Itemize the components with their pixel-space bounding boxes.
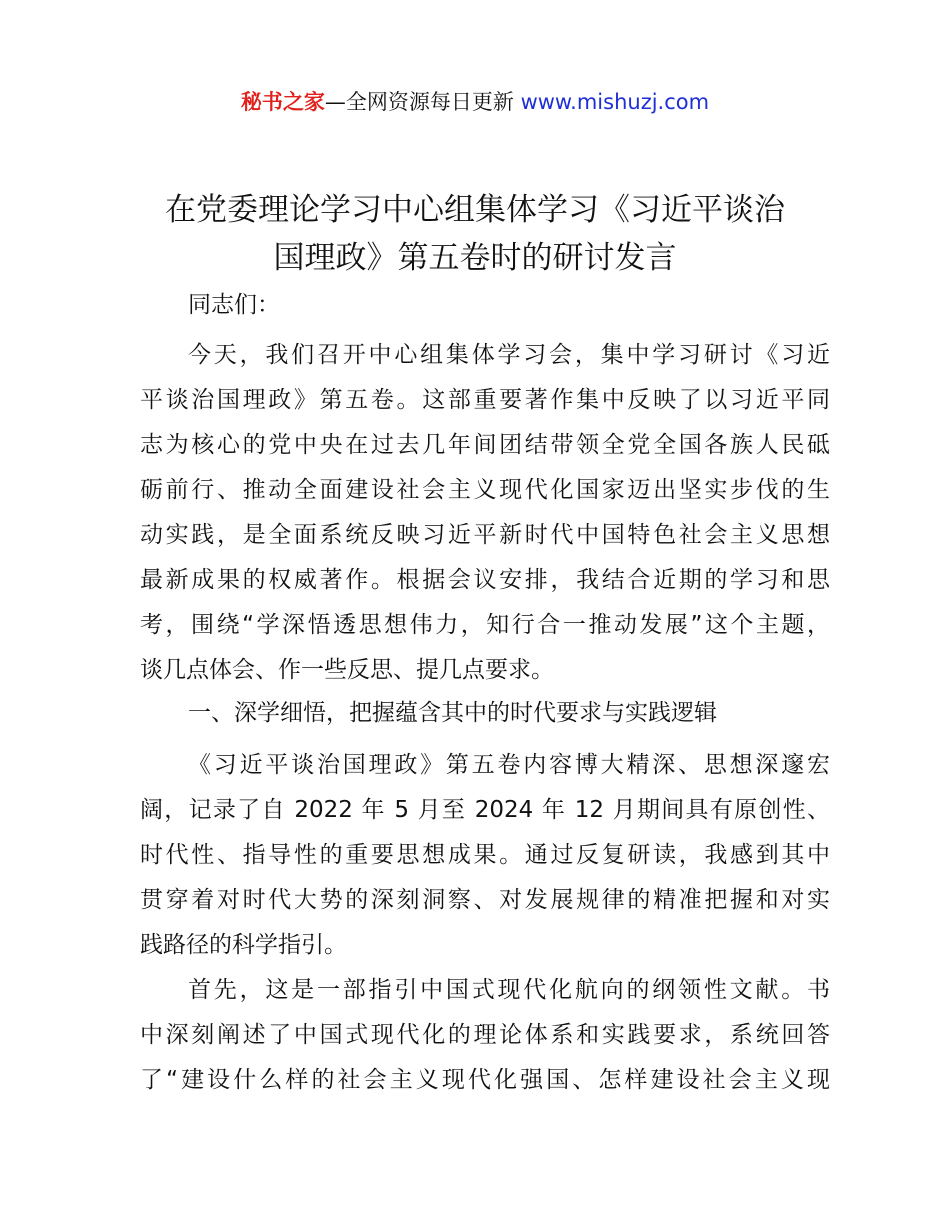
title-line-2: 国理政》第五卷时的研讨发言	[273, 240, 677, 276]
site-url[interactable]: www.mishuzj.com	[520, 90, 710, 114]
paragraph-line: 谈几点体会、作一些反思、提几点要求。	[140, 657, 554, 683]
salutation: 同志们：	[188, 292, 280, 318]
paragraph-line: 中深刻阐述了中国式现代化的理论体系和实践要求，系统回答	[140, 1022, 830, 1048]
paragraph-line: 首先，这是一部指引中国式现代化航向的纲领性文献。书	[188, 977, 830, 1003]
paragraph-line: 动实践，是全面系统反映习近平新时代中国特色社会主义思想	[140, 522, 830, 548]
paragraph-1	[140, 333, 830, 693]
paragraph-line: 了“建设什么样的社会主义现代化强国、怎样建设社会主义现	[140, 1067, 830, 1093]
section-heading: 一、深学细悟，把握蕴含其中的时代要求与实践逻辑	[188, 700, 717, 726]
paragraph-line: 今天，我们召开中心组集体学习会，集中学习研讨《习近	[188, 342, 830, 368]
title-line-1: 在党委理论学习中心组集体学习《习近平谈治	[165, 192, 785, 228]
paragraph-line: 时代性、指导性的重要思想成果。通过反复研读，我感到其中	[140, 842, 830, 868]
paragraph-line: 砺前行、推动全面建设社会主义现代化国家迈出坚实步伐的生	[140, 477, 830, 503]
paragraph-line: 阔，记录了自 2022 年 5 月至 2024 年 12 月期间具有原创性、	[140, 797, 830, 823]
site-banner	[0, 86, 950, 118]
salutation-block	[140, 283, 830, 328]
paragraph-3	[140, 968, 830, 1103]
paragraph-line: 平谈治国理政》第五卷。这部重要著作集中反映了以习近平同	[140, 387, 830, 413]
section-heading-1	[140, 691, 830, 736]
brand-name: 秘书之家	[240, 90, 325, 114]
document-title	[100, 186, 850, 282]
paragraph-line: 贯穿着对时代大势的深刻洞察、对发展规律的精准把握和对实	[140, 887, 830, 913]
paragraph-line: 《习近平谈治国理政》第五卷内容博大精深、思想深邃宏	[188, 752, 830, 778]
paragraph-line: 践路径的科学指引。	[140, 932, 347, 958]
paragraph-line: 志为核心的党中央在过去几年间团结带领全党全国各族人民砥	[140, 432, 830, 458]
paragraph-line: 最新成果的权威著作。根据会议安排，我结合近期的学习和思	[140, 567, 830, 593]
paragraph-line: 考，围绕“学深悟透思想伟力，知行合一推动发展”这个主题，	[140, 612, 830, 638]
paragraph-2	[140, 743, 830, 968]
banner-tagline: —全网资源每日更新	[324, 90, 521, 114]
